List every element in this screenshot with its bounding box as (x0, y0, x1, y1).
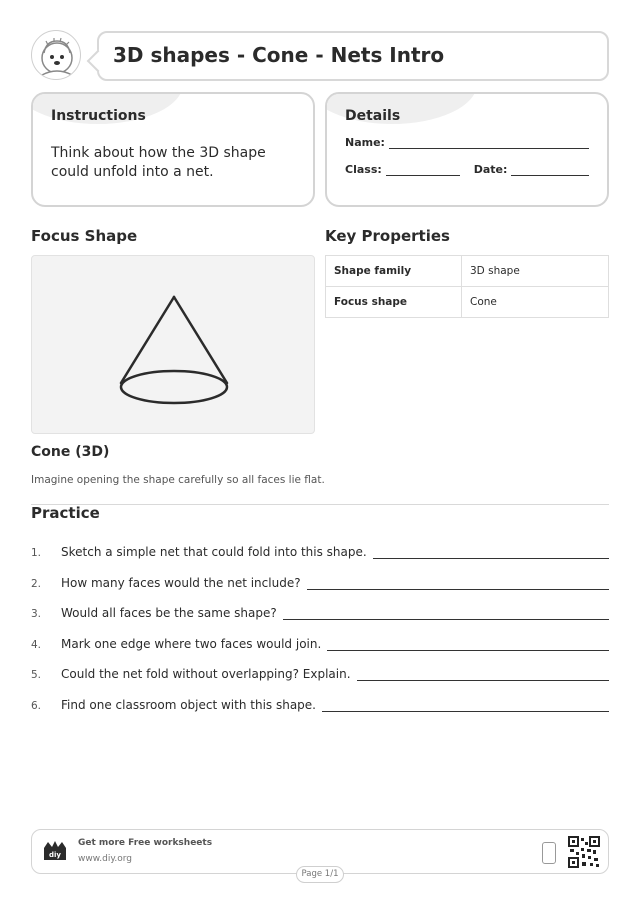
class-date-row (345, 163, 589, 176)
focus-shape-heading: Focus Shape (31, 227, 138, 245)
date-line[interactable] (511, 164, 589, 176)
list-item (31, 633, 609, 651)
key-properties-table (325, 255, 609, 318)
property-key: Shape family (326, 256, 462, 287)
question-number: 2. (31, 578, 42, 590)
question-number: 1. (31, 547, 42, 559)
diy-logo-icon (42, 840, 68, 862)
list-item (31, 572, 609, 590)
shape-description: Imagine opening the shape carefully so all faces lie flat. (31, 474, 325, 486)
property-key: Focus shape (326, 287, 462, 318)
question-text: Would all faces be the same shape? (61, 606, 277, 620)
question-number: 4. (31, 639, 42, 651)
title-box (97, 31, 609, 81)
page-indicator: Page 1/1 (296, 866, 344, 883)
name-label: Name: (345, 136, 385, 149)
list-item (31, 541, 609, 559)
cone-icon (32, 256, 316, 435)
table-row (326, 256, 609, 287)
answer-line[interactable] (327, 639, 609, 651)
name-field[interactable] (345, 136, 589, 149)
details-heading: Details (345, 108, 401, 124)
table-row (326, 287, 609, 318)
class-label: Class: (345, 163, 382, 176)
mascot-icon (32, 31, 81, 80)
question-text: Mark one edge where two faces would join. (61, 637, 322, 651)
page-title: 3D shapes - Cone - Nets Intro (113, 43, 445, 67)
divider (31, 504, 609, 505)
details-panel (325, 92, 609, 207)
instructions-heading: Instructions (51, 108, 146, 124)
property-value: Cone (462, 287, 609, 318)
answer-line[interactable] (283, 608, 609, 620)
key-properties-heading: Key Properties (325, 227, 450, 245)
footer-promo-text: Get more Free worksheets (78, 838, 213, 848)
question-number: 3. (31, 608, 42, 620)
focus-shape-box (31, 255, 315, 434)
property-value: 3D shape (462, 256, 609, 287)
answer-line[interactable] (307, 578, 609, 590)
question-number: 6. (31, 700, 42, 712)
list-item (31, 663, 609, 681)
list-item (31, 602, 609, 620)
answer-line[interactable] (373, 547, 609, 559)
answer-line[interactable] (357, 669, 609, 681)
phone-icon (542, 842, 556, 864)
question-text: Could the net fold without overlapping? Explain. (61, 667, 351, 681)
question-number: 5. (31, 669, 42, 681)
list-item (31, 694, 609, 712)
answer-line[interactable] (322, 700, 609, 712)
date-label: Date: (473, 163, 508, 176)
practice-heading: Practice (31, 504, 100, 522)
class-line[interactable] (386, 164, 460, 176)
footer-link[interactable]: www.diy.org (78, 854, 132, 864)
question-text: How many faces would the net include? (61, 576, 301, 590)
question-text: Find one classroom object with this shape. (61, 698, 316, 712)
logo-text: diy (49, 851, 61, 859)
instructions-panel (31, 92, 315, 207)
question-text: Sketch a simple net that could fold into this shape. (61, 545, 367, 559)
mascot-avatar (31, 30, 81, 80)
name-line[interactable] (389, 137, 589, 149)
instructions-text: Think about how the 3D shape could unfold into a net. (51, 145, 266, 180)
qr-code-icon[interactable] (568, 836, 600, 868)
shape-name: Cone (3D) (31, 444, 110, 460)
